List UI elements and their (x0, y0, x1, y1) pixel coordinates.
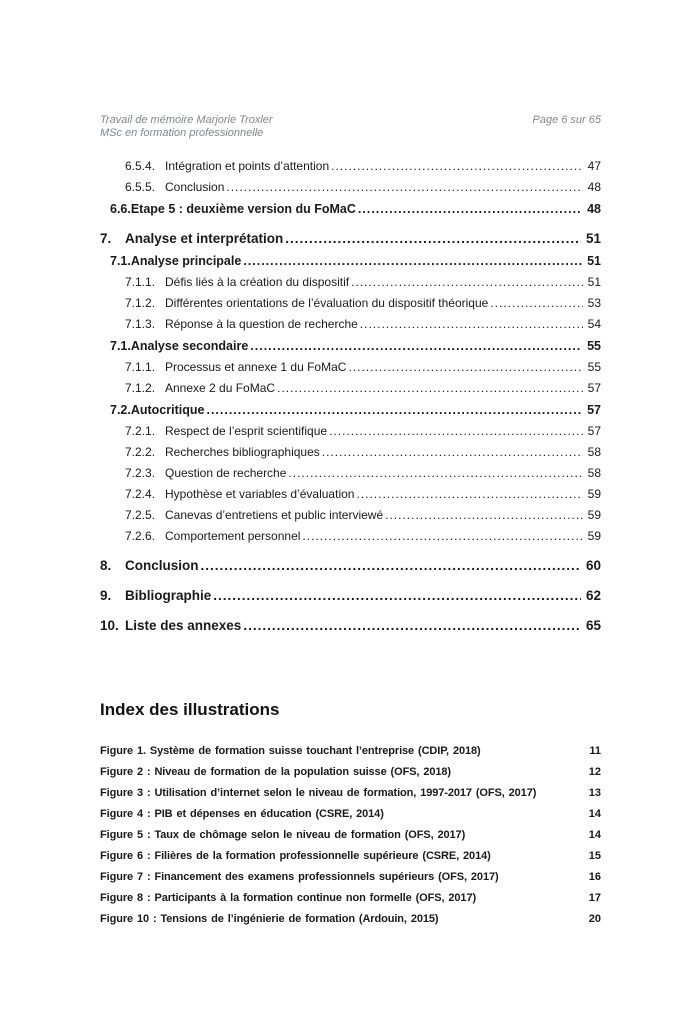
toc-entry-number: 7.1.2. (125, 296, 156, 310)
dot-leader (348, 357, 582, 378)
header-page-number: Page 6 sur 65 (532, 114, 601, 126)
toc-entry-number: 7.2.3. (125, 466, 156, 480)
toc-entry[interactable] (125, 272, 601, 293)
toc-entry-page: 48 (587, 202, 601, 216)
illustration-entry[interactable] (100, 867, 601, 888)
toc-entry-number: 7.2.1. (125, 424, 156, 438)
toc-entry-page: 57 (587, 403, 601, 417)
toc-entry-title: Respect de l’esprit scientifique (165, 424, 328, 438)
illustration-entry[interactable] (100, 741, 601, 762)
toc-entry[interactable] (110, 199, 601, 220)
illustration-entry[interactable] (100, 909, 601, 930)
toc-entry-number: 7.1.1. (125, 360, 156, 374)
illustration-entry-page: 11 (589, 745, 601, 757)
toc-entry-number: 9. (100, 588, 112, 603)
illustration-entry-label: Figure 2 : Niveau de formation de la population suisse (OFS, 2018) (100, 766, 451, 778)
toc-entry-title: 7.1.Analyse secondaire (110, 339, 249, 353)
dot-leader (331, 156, 583, 177)
illustration-entry-label: Figure 3 : Utilisation d’internet selon le niveau de formation, 1997-2017 (OFS, 2017) (100, 787, 537, 799)
toc-entry[interactable] (125, 505, 601, 526)
toc-entry-title: Conclusion (165, 180, 225, 194)
dot-leader (243, 251, 582, 272)
toc-entry[interactable] (125, 357, 601, 378)
dot-leader (285, 228, 581, 250)
toc-entry-page: 47 (587, 159, 601, 173)
toc-entry-number: 7.2.2. (125, 445, 156, 459)
dot-leader (302, 526, 582, 547)
toc-entry-number: 7.2.4. (125, 487, 156, 501)
toc-entry-title: Bibliographie (125, 588, 212, 603)
illustration-entry-label: Figure 10 : Tensions de l’ingénierie de formation (Ardouin, 2015) (100, 913, 439, 925)
toc-entry-page: 48 (587, 180, 601, 194)
toc-entry-page: 58 (587, 445, 601, 459)
toc-entry[interactable] (100, 615, 601, 637)
toc-entry-page: 58 (587, 466, 601, 480)
dot-leader (351, 272, 583, 293)
illustration-entry-label: Figure 4 : PIB et dépenses en éducation (CSRE, 2014) (100, 808, 384, 820)
toc-entry-page: 55 (587, 339, 601, 353)
dot-leader (201, 555, 581, 577)
illustration-entry-label: Figure 5 : Taux de chômage selon le niveau de formation (OFS, 2017) (100, 829, 466, 841)
illustration-entry[interactable] (100, 888, 601, 909)
illustration-entry-page: 16 (588, 871, 601, 883)
toc-entry-page: 54 (587, 317, 601, 331)
toc-entry-title: Conclusion (125, 558, 199, 573)
toc-entry-number: 7.1.3. (125, 317, 156, 331)
toc-entry-number: 7.2.6. (125, 529, 156, 543)
illustration-entry-page: 12 (588, 766, 601, 778)
toc-entry-page: 57 (587, 424, 601, 438)
illustration-entry[interactable] (100, 804, 601, 825)
toc-entry-number: 7.1.2. (125, 381, 156, 395)
toc-entry-title: Comportement personnel (165, 529, 301, 543)
toc-entry-page: 57 (587, 381, 601, 395)
dot-leader (277, 378, 583, 399)
toc-entry[interactable] (100, 555, 601, 577)
toc-entry-title: Différentes orientations de l’évaluation du dispositif théorique (165, 296, 489, 310)
toc-entry-page: 59 (587, 508, 601, 522)
toc-entry-page: 62 (585, 588, 601, 603)
toc-entry-title: Défis liés à la création du dispositif (165, 275, 350, 289)
toc-entry-number: 7. (100, 231, 112, 246)
dot-leader (329, 421, 583, 442)
dot-leader (385, 505, 583, 526)
illustrations-list (100, 741, 601, 930)
dot-leader (490, 293, 582, 314)
illustration-entry-page: 17 (588, 892, 601, 904)
toc-entry[interactable] (110, 336, 601, 357)
toc-entry[interactable] (125, 526, 601, 547)
illustration-entry[interactable] (100, 762, 601, 783)
toc-entry-number: 10. (100, 618, 119, 633)
toc-entry-page: 55 (587, 360, 601, 374)
illustration-entry[interactable] (100, 846, 601, 867)
toc-entry-title: Processus et annexe 1 du FoMaC (165, 360, 347, 374)
toc-entry[interactable] (125, 293, 601, 314)
toc-entry[interactable] (125, 378, 601, 399)
toc-entry-page: 59 (587, 529, 601, 543)
illustration-entry-page: 15 (588, 850, 601, 862)
toc-list (100, 156, 601, 637)
toc-entry-page: 59 (587, 487, 601, 501)
toc-entry-number: 8. (100, 558, 112, 573)
dot-leader (226, 177, 582, 198)
toc-entry[interactable] (100, 585, 601, 607)
toc-entry-title: Hypothèse et variables d’évaluation (165, 487, 355, 501)
toc-entry-title: Réponse à la question de recherche (165, 317, 358, 331)
toc-entry-page: 51 (585, 231, 601, 246)
toc-entry[interactable] (125, 177, 601, 198)
page-header (100, 114, 601, 140)
illustration-entry-label: Figure 1. Système de formation suisse touchant l’entreprise (CDIP, 2018) (100, 745, 481, 757)
toc-entry-title: 7.2.Autocritique (110, 403, 205, 417)
toc-entry[interactable] (110, 400, 601, 421)
toc-entry[interactable] (100, 228, 601, 250)
toc-entry-page: 60 (585, 558, 601, 573)
header-left-block (100, 114, 273, 140)
illustrations-heading: Index des illustrations (100, 700, 280, 719)
illustration-entry[interactable] (100, 783, 601, 804)
toc-entry-number: 6.5.4. (125, 159, 156, 173)
toc-entry[interactable] (125, 484, 601, 505)
toc-entry-page: 51 (587, 275, 601, 289)
toc-entry-page: 65 (585, 618, 601, 633)
dot-leader (288, 463, 582, 484)
toc-entry[interactable] (125, 463, 601, 484)
illustration-entry[interactable] (100, 825, 601, 846)
toc-entry-title: Canevas d’entretiens et public interviewé (165, 508, 384, 522)
toc-entry-title: Intégration et points d’attention (165, 159, 330, 173)
dot-leader (250, 336, 582, 357)
illustration-entry-label: Figure 7 : Financement des examens professionnels supérieurs (OFS, 2017) (100, 871, 499, 883)
dot-leader (322, 442, 583, 463)
dot-leader (206, 400, 582, 421)
toc-entry[interactable] (125, 156, 601, 177)
toc-entry-title: Annexe 2 du FoMaC (165, 381, 276, 395)
header-document-title: Travail de mémoire Marjorie Troxler (100, 114, 273, 126)
illustration-entry-label: Figure 6 : Filières de la formation professionnelle supérieure (CSRE, 2014) (100, 850, 491, 862)
toc-entry-number: 7.2.5. (125, 508, 156, 522)
toc-entry-title: Recherches bibliographiques (165, 445, 320, 459)
toc-entry-number: 7.1.1. (125, 275, 156, 289)
dot-leader (356, 484, 582, 505)
dot-leader (360, 314, 583, 335)
toc-entry-page: 51 (587, 254, 601, 268)
dot-leader (358, 199, 582, 220)
toc-entry[interactable] (110, 251, 601, 272)
illustration-entry-page: 14 (588, 829, 601, 841)
illustration-entry-page: 20 (588, 913, 601, 925)
toc-entry-title: Question de recherche (165, 466, 287, 480)
toc-entry-number: 6.5.5. (125, 180, 156, 194)
dot-leader (243, 615, 581, 637)
toc-entry[interactable] (125, 314, 601, 335)
toc-entry[interactable] (125, 421, 601, 442)
toc-entry-title: Analyse et interprétation (125, 231, 284, 246)
toc-entry[interactable] (125, 442, 601, 463)
illustration-entry-label: Figure 8 : Participants à la formation continue non formelle (OFS, 2017) (100, 892, 477, 904)
toc-entry-title: 6.6.Etape 5 : deuxième version du FoMaC (110, 202, 356, 216)
dot-leader (213, 585, 581, 607)
toc-entry-page: 53 (587, 296, 601, 310)
toc-entry-title: 7.1.Analyse principale (110, 254, 242, 268)
toc-entry-title: Liste des annexes (125, 618, 242, 633)
illustration-entry-page: 14 (588, 808, 601, 820)
illustration-entry-page: 13 (588, 787, 601, 799)
header-program-name: MSc en formation professionnelle (100, 127, 264, 139)
